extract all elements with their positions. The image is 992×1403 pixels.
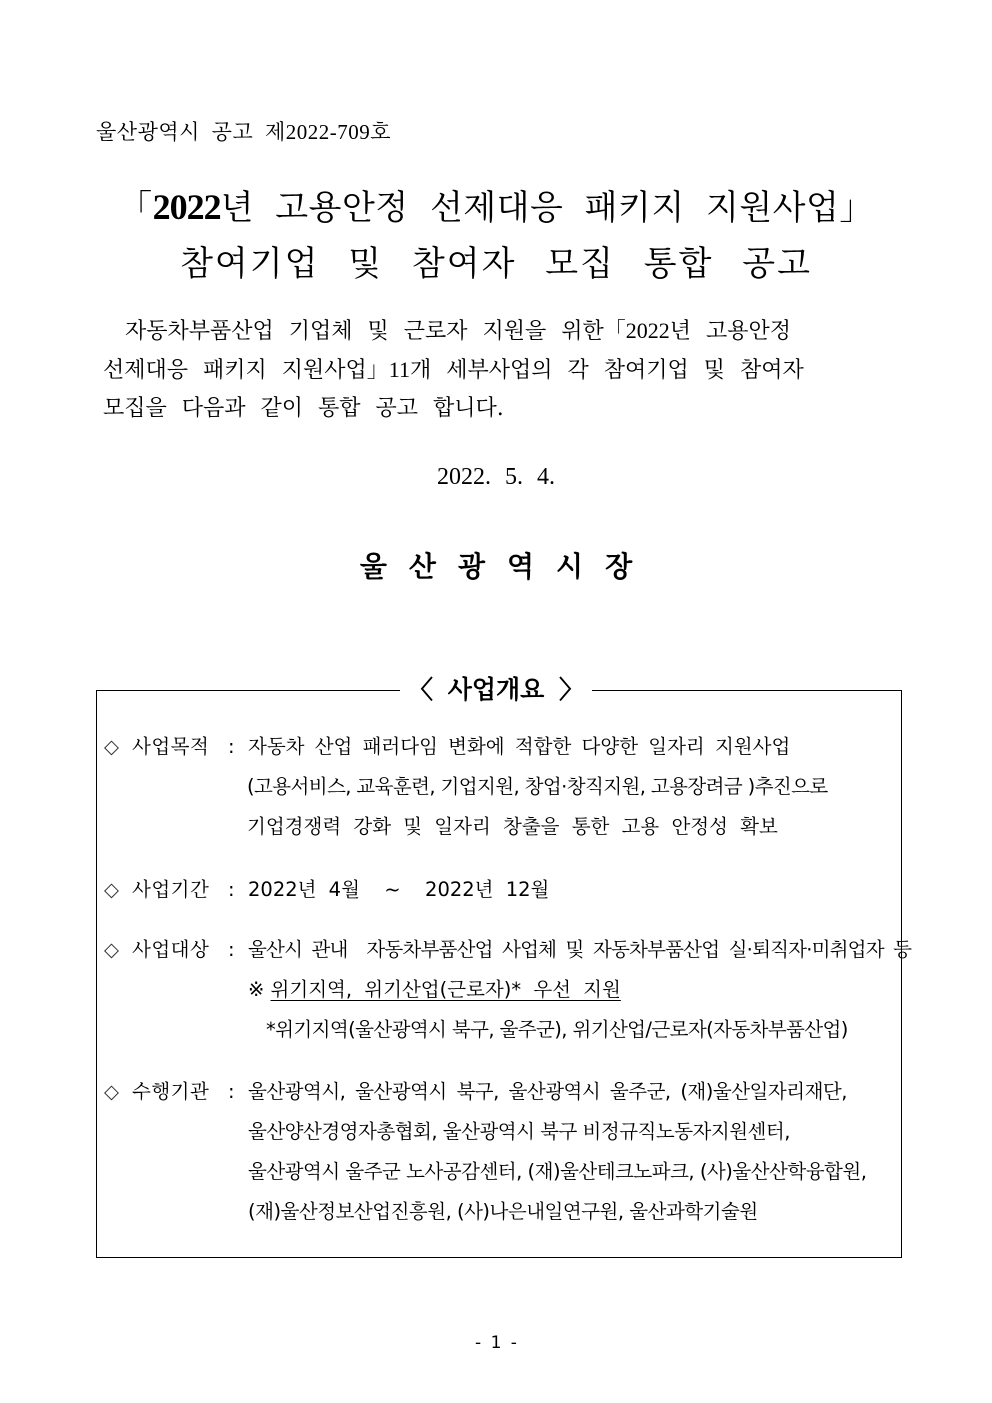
intro-count: 11 <box>388 357 410 382</box>
item-label: 사업목적 <box>132 735 210 758</box>
overview-item-purpose <box>104 727 828 847</box>
reference-mark-icon: ※ <box>248 978 265 1001</box>
item-text: 울산광역시 울주군 노사공감센터, (재)울산테크노파크, (사)울산산학융합원, <box>248 1160 867 1183</box>
item-colon: : <box>228 878 235 901</box>
item-first-line <box>104 1080 847 1103</box>
item-first-line <box>104 938 911 961</box>
overview-title <box>0 672 992 708</box>
diamond-icon: ◇ <box>104 878 119 901</box>
item-first-line <box>104 878 549 901</box>
item-first-line <box>104 735 790 758</box>
item-colon: : <box>228 1080 235 1103</box>
item-text: 기업경쟁력 강화 및 일자리 창출을 통한 고용 안정성 확보 <box>247 815 778 838</box>
overview-item-period <box>104 870 549 910</box>
title-open-bracket: 「 <box>118 188 153 228</box>
diamond-icon: ◇ <box>104 938 119 961</box>
item-text: (재)울산정보산업진흥원, (사)나은내일연구원, 울산과학기술원 <box>248 1200 758 1223</box>
item-label: 수행기관 <box>132 1080 210 1103</box>
notice-number: 울산광역시 공고 제2022-709호 <box>96 120 392 144</box>
item-text: 울산광역시, 울산광역시 북구, 울산광역시 울주군, (재)울산일자리재단, <box>248 1080 847 1103</box>
item-text: 울산시 관내 자동차부품산업 사업체 및 자동차부품산업 실·퇴직자·미취업자 등 <box>248 938 912 961</box>
intro-text: 년 고용안정 <box>669 319 792 344</box>
item-text: 2022년 4월 ~ 2022년 12월 <box>248 878 550 901</box>
priority-note <box>104 970 911 1010</box>
document-title-line2: 참여기업 및 참여자 모집 통합 공고 <box>180 244 812 284</box>
diamond-icon: ◇ <box>104 735 119 758</box>
item-label: 사업대상 <box>132 938 210 961</box>
title-line1-rest: 년 고용안정 선제대응 패키지 지원사업」 <box>220 188 874 228</box>
overview-item-target <box>104 930 911 1050</box>
intro-year: 2022 <box>625 318 670 343</box>
item-colon: : <box>228 735 235 758</box>
item-text: (고용서비스, 교육훈련, 기업지원, 창업·창직지원, 고용장려금 )추진으로 <box>247 775 828 798</box>
overview-item-organizations <box>104 1072 866 1232</box>
intro-text: 개 세부사업의 각 참여기업 및 참여자 <box>409 358 804 383</box>
item-text: 울산양산경영자총협회, 울산광역시 북구 비정규직노동자지원센터, <box>248 1120 790 1143</box>
intro-line-2 <box>103 351 893 390</box>
intro-line-1 <box>103 312 893 351</box>
page-number: - 1 - <box>475 1333 517 1353</box>
diamond-icon: ◇ <box>104 1080 119 1103</box>
intro-text: 자동차부품산업 기업체 및 근로자 지원을 위한「 <box>125 319 626 344</box>
intro-paragraph <box>103 312 893 428</box>
overview-title-text: 〈 사업개요 〉 <box>400 675 592 704</box>
document-title-line1 <box>0 180 992 229</box>
intro-text: 선제대응 패키지 지원사업」 <box>103 358 389 383</box>
item-label: 사업기간 <box>132 878 210 901</box>
item-text: 자동차 산업 패러다임 변화에 적합한 다양한 일자리 지원사업 <box>248 735 791 758</box>
title-year: 2022 <box>152 187 221 227</box>
notice-date: 2022. 5. 4. <box>437 464 555 490</box>
intro-line-3: 모집을 다음과 같이 통합 공고 합니다. <box>103 396 504 421</box>
item-colon: : <box>228 938 234 961</box>
priority-note-text: 위기지역, 위기산업(근로자)* 우선 지원 <box>270 978 621 1001</box>
priority-footnote: *위기지역(울산광역시 북구, 울주군), 위기산업/근로자(자동차부품산업) <box>266 1018 848 1041</box>
signer: 울산광역시장 <box>359 550 655 583</box>
